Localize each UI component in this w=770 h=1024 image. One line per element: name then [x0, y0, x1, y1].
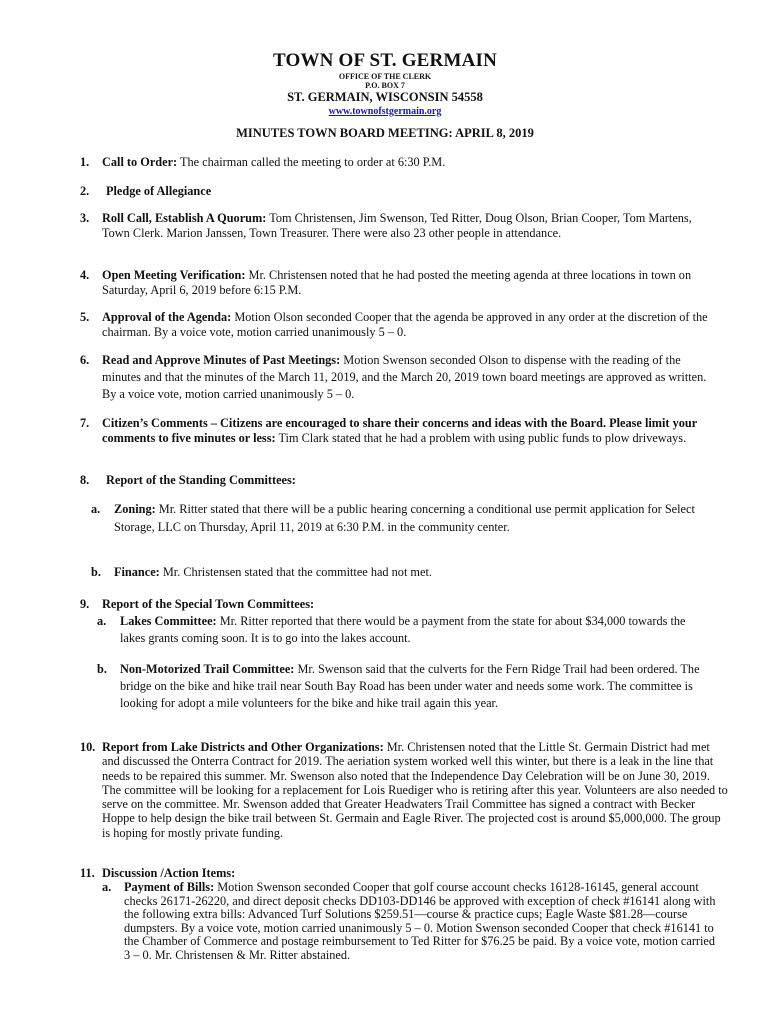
- office-line: OFFICE OF THE CLERK: [338, 72, 432, 81]
- item-number: 11.: [80, 866, 95, 880]
- sub-letter: a.: [91, 502, 101, 516]
- item-heading: Call to Order:: [102, 155, 178, 169]
- item-heading: Roll Call, Establish A Quorum:: [102, 211, 267, 225]
- item-text: Motion Olson seconded Cooper that the agenda be approved in any order at the discretion of the chairman. By a voice vote, motion carried unanimously 5 – 0.: [102, 310, 708, 339]
- town-title: TOWN OF ST. GERMAIN: [272, 50, 498, 71]
- sub-text: Motion Swenson seconded Cooper that golf course account checks 16128-16145, general account checks 26171-26220, and direct deposit checks DD103-DD146 be approved with exception of check #16141 along with the following extra bills: Advanced Turf Solutions $259.51—course & practice cups; Eagle Waste $81.28—course dumpsters. By a voice vote, motion carried unanimously 5 – 0. Motion Swenson seconded Cooper that check #16141 to the Chamber of Commerce and postage reimbursement to Ted Ritter for $76.25 be paid. By a voice vote, motion carried 3 – 0. Mr. Christensen & Mr. Ritter abstained.: [124, 880, 716, 962]
- item-heading: Pledge of Allegiance: [106, 184, 212, 198]
- pobox-line: P.O. BOX 7: [365, 81, 405, 90]
- website-line: [0, 106, 770, 117]
- item-number: 4.: [80, 268, 90, 282]
- item-number: 7.: [80, 416, 90, 430]
- website-link[interactable]: www.townofstgermain.org: [328, 106, 442, 117]
- item-text: The chairman called the meeting to order at 6:30 P.M.: [177, 155, 446, 169]
- item-heading: Citizen’s Comments – Citizens are encouraged to share their concerns and ideas with the Board. Please limit your comments to five minutes or less:: [102, 416, 697, 445]
- item-number: 9.: [80, 597, 90, 611]
- item-text: Motion Swenson seconded Olson to dispense with the reading of the minutes and that the minutes of the March 11, 2019, and the March 20, 2019 town board meetings are approved as written. By a voice vote, motion carried unanimously 5 – 0.: [102, 353, 707, 401]
- city-line: ST. GERMAIN, WISCONSIN 54558: [287, 90, 483, 104]
- item-text: Mr. Christensen noted that the Little St. Germain District had met and discussed the Onterra Contract for 2019. The aeriation system worked well this winter, but there is a leak in the line that needs to be repaired this summer. Mr. Swenson also noted that the Independence Day Celebration will be on June 30, 2019. The committee will be looking for a replacement for Lois Ruediger who is retiring after this year. Volunteers are also needed to serve on the committee. Mr. Swenson added that Greater Headwaters Trail Committee has signed a contract with Becker Hoppe to help design the bike trail between St. Germain and Eagle River. The projected cost is around $5,000,000. The group is hoping for mostly private funding.: [102, 740, 728, 840]
- item-text: Tom Christensen, Jim Swenson, Ted Ritter, Doug Olson, Brian Cooper, Tom Martens, Town Clerk. Marion Janssen, Town Treasurer. There were also 23 other people in attendance.: [102, 211, 692, 240]
- item-text: Tim Clark stated that he had a problem with using public funds to plow driveways.: [275, 430, 687, 445]
- item-heading: Report from Lake Districts and Other Organizations:: [102, 740, 384, 754]
- item-heading: Report of the Standing Committees:: [106, 473, 296, 487]
- item-text: Mr. Christensen noted that he had posted the meeting agenda at three locations in town on Saturday, April 6, 2019 before 6:15 P.M.: [102, 268, 692, 297]
- item-heading: Report of the Special Town Committees:: [102, 597, 315, 611]
- item-heading: Open Meeting Verification:: [102, 268, 246, 282]
- sub-letter: a.: [102, 880, 112, 894]
- minutes-title: MINUTES TOWN BOARD MEETING: APRIL 8, 2019: [236, 126, 534, 140]
- item-heading: Read and Approve Minutes of Past Meetings:: [102, 353, 341, 367]
- sub-text: Mr. Swenson said that the culverts for the Fern Ridge Trail had been ordered. The bridge on the bike and hike trail near South Bay Road has been under water and needs some work. The committee is looking for adopt a mile volunteers for the bike and hike trail again this year.: [120, 662, 700, 710]
- sub-heading: Payment of Bills:: [124, 880, 215, 894]
- sub-text: Mr. Ritter reported that there would be a payment from the state for about $34,000 towards the lakes grants coming soon. It is to go into the lakes account.: [120, 614, 686, 645]
- sub-heading: Lakes Committee:: [120, 614, 217, 628]
- item-number: 8.: [80, 473, 90, 487]
- item-number: 5.: [80, 310, 90, 324]
- sub-text: Mr. Ritter stated that there will be a public hearing concerning a conditional use permit application for Select Storage, LLC on Thursday, April 11, 2019 at 6:30 P.M. in the community center.: [114, 502, 695, 534]
- sub-letter: b.: [91, 565, 101, 579]
- item-number: 6.: [80, 353, 90, 367]
- sub-text: Mr. Christensen stated that the committee had not met.: [159, 565, 432, 579]
- item-heading: Approval of the Agenda:: [102, 310, 232, 324]
- item-number: 3.: [80, 211, 90, 225]
- item-heading: Discussion /Action Items:: [102, 866, 236, 880]
- sub-letter: a.: [97, 614, 107, 628]
- item-number: 1.: [80, 155, 90, 169]
- sub-heading: Non-Motorized Trail Committee:: [120, 662, 295, 676]
- item-number: 2.: [80, 184, 90, 198]
- sub-heading: Zoning:: [114, 502, 156, 516]
- item-number: 10.: [80, 740, 96, 754]
- sub-heading: Finance:: [114, 565, 160, 579]
- sub-letter: b.: [97, 662, 107, 676]
